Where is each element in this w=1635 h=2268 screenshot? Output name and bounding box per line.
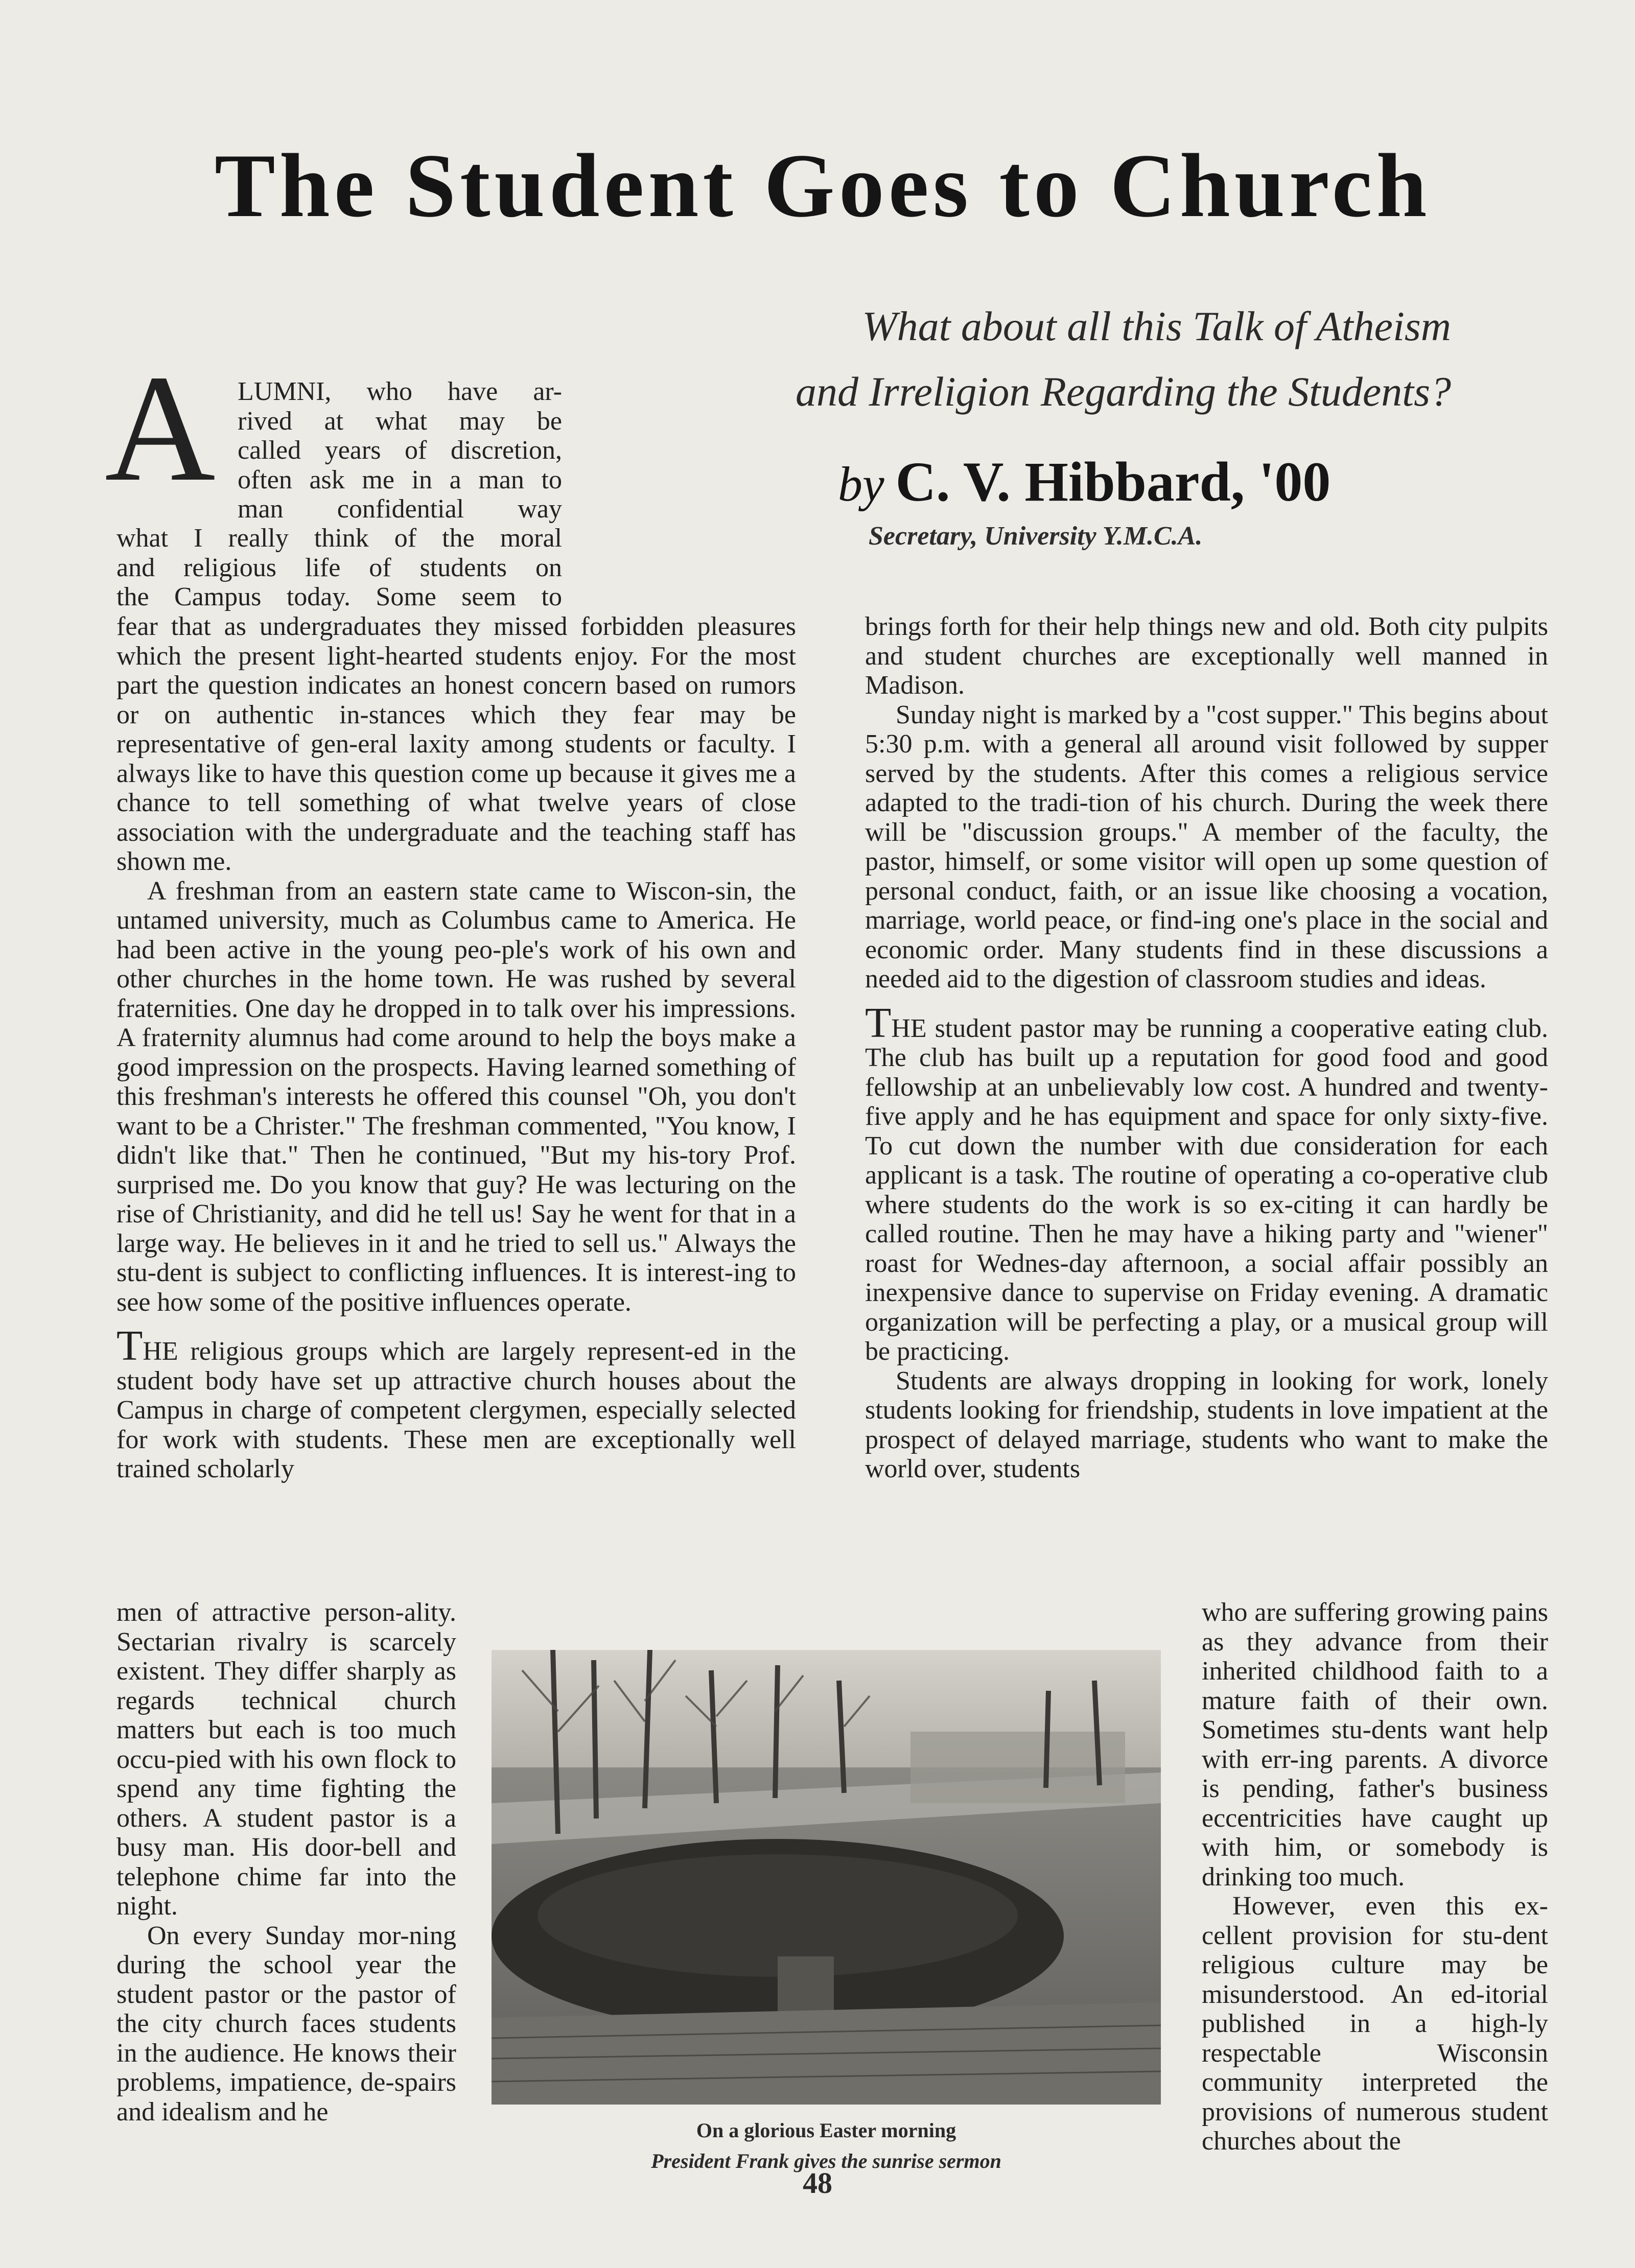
intro-line-5: man confidential way xyxy=(238,494,562,524)
article-title: The Student Goes to Church xyxy=(215,135,1431,236)
photo-caption-line-1: On a glorious Easter morning xyxy=(696,2119,956,2142)
page-number: 48 xyxy=(803,2166,832,2200)
byline xyxy=(838,450,1349,514)
byline-prefix: by xyxy=(838,457,884,511)
left-paragraph-3 xyxy=(116,1322,796,1484)
distant-building xyxy=(910,1732,1125,1803)
right-paragraph-2: Sunday night is marked by a "cost supper." This begins about 5:30 p.m. with a general all around visit followed by supper served by the students. After this comes a religious service adapted to the tradi-tion of his church. During the week there will be "discussion groups." A member of the faculty, the pastor, himself, or some visitor will open up some question of personal conduct, faith, or an issue like choosing a vocation, marriage, world peace, or find-ing one's place in the social and economic order. Many students find in these discussions a needed aid to the digestion of classroom studies and ideas. xyxy=(865,700,1548,994)
left-column-body xyxy=(116,612,796,1484)
right-paragraph-3-text: HE student pastor may be running a cooperative eating club. The club has built up a reputation for good food and good fellowship at an unbelievably low cost. A hundred and twenty-five apply and he has equipment and space for only sixty-five. To cut down the number with due consideration for each applicant is a task. The routine of operating a co-operative club where students do the work is so ex-citing it can hardly be called routine. Then he may have a hiking party and "wiener" roast for Wednes-day afternoon, a social affair possibly an inexpensive dance to supervise on Friday evening. A dramatic organization will be perfecting a play, or a musical group will be practicing. xyxy=(865,1013,1548,1366)
left-paragraph-2: A freshman from an eastern state came to Wiscon-sin, the untamed university, much as Columbus came to America. He had been active in the young peo-ple's work of his own and other churches in the home town. He was rushed by several fraternities. One day he dropped in to talk over his impressions. A fraternity alumnus had come around to help the boys make a good impression on the prospects. Having learned something of this freshman's interests he offered this counsel "Oh, you don't want to be a Christer." The freshman commented, "You know, I didn't like that." Then he continued, "But my his-tory Prof. surprised me. Do you know that guy? He was lecturing on the rise of Christianity, and did he tell us! Say he went for that in a large way. He believes in it and he tried to sell us." Always the stu-dent is subject to conflicting influences. It is interest-ing to see how some of the positive influences operate. xyxy=(116,876,796,1317)
right-paragraph-3-initial: T xyxy=(865,999,892,1047)
subtitle-line-1: What about all this Talk of Atheism xyxy=(862,303,1451,349)
intro-line-8: the Campus today. Some seem to xyxy=(116,582,562,611)
photo-illustration xyxy=(492,1650,1161,2105)
right-paragraph-4-continued: who are suffering growing pains as they advance from their inherited childhood faith to a mature faith of their own. Sometimes stu-dents want help with err-ing parents. A divorce is pending, father's business eccentricities have caught up with him, or somebody is drinking too much. xyxy=(1202,1598,1548,1892)
easter-sunrise-photo xyxy=(492,1650,1161,2105)
pulpit xyxy=(778,1956,834,2018)
left-narrow-column xyxy=(116,1598,456,2127)
left-paragraph-3-initial: T xyxy=(116,1322,143,1369)
intro-line-1: LUMNI, who have ar- xyxy=(238,377,562,406)
right-paragraph-3 xyxy=(865,999,1548,1366)
intro-line-2: rived at what may be xyxy=(238,406,562,436)
left-intro-block-a xyxy=(238,377,562,494)
author-position: Secretary, University Y.M.C.A. xyxy=(869,522,1203,551)
right-column-body xyxy=(865,612,1548,1484)
left-paragraph-3-continued: men of attractive person-ality. Sectarian rivalry is scarcely existent. They differ sharply as regards technical church matters but each is too much occu-pied with his own flock to spend any time fighting the others. A student pastor is a busy man. His door-bell and telephone chime far into the night. xyxy=(116,1598,456,1921)
intro-line-4: often ask me in a man to xyxy=(238,465,562,494)
right-paragraph-1: brings forth for their help things new and old. Both city pulpits and student churches are exceptionally well manned in Madison. xyxy=(865,612,1548,700)
author-name: C. V. Hibbard, '00 xyxy=(895,451,1331,513)
right-paragraph-4: Students are always dropping in looking for work, lonely students looking for friendship, students in love impatient at the prospect of delayed marriage, students who want to make the world over, students xyxy=(865,1366,1548,1483)
left-intro-block-c xyxy=(116,524,562,612)
article-subtitle xyxy=(726,294,1451,424)
left-paragraph-3-text: HE religious groups which are largely represent-ed in the student body have set up attractive church houses about the Campus in charge of competent clergymen, especially selected for work with students. These men are exceptionally well trained scholarly xyxy=(116,1337,796,1483)
drop-cap: A xyxy=(105,343,216,513)
subtitle-line-2: and Irreligion Regarding the Students? xyxy=(795,368,1451,415)
left-paragraph-1-rest: fear that as undergraduates they missed forbidden pleasures which the present light-hearted students enjoy. For the most part the question indicates an honest concern based on rumors or on authentic in-stances which they fear may be representative of gen-eral laxity among students or faculty. I always like to have this question come up because it gives me a chance to tell something of what twelve years of close association with the undergraduate and the teaching staff has shown me. xyxy=(116,612,796,876)
intro-line-6: what I really think of the moral xyxy=(116,524,562,553)
photo-caption-line-2: President Frank gives the sunrise sermon xyxy=(651,2149,1001,2172)
intro-line-3: called years of discretion, xyxy=(238,436,562,465)
intro-line-7: and religious life of students on xyxy=(116,553,562,582)
left-intro-block-b xyxy=(238,494,562,524)
right-paragraph-5: However, even this ex-cellent provision for stu-dent religious culture may be misunderstood. An ed-itorial published in a high-ly respectable Wisconsin community interpreted the provisions of numerous student churches about the xyxy=(1202,1892,1548,2156)
left-paragraph-4: On every Sunday mor-ning during the school year the student pastor or the pastor of the city church faces students in the audience. He knows their problems, impatience, de-spairs and idealism and he xyxy=(116,1921,456,2127)
right-narrow-column xyxy=(1202,1598,1548,2156)
